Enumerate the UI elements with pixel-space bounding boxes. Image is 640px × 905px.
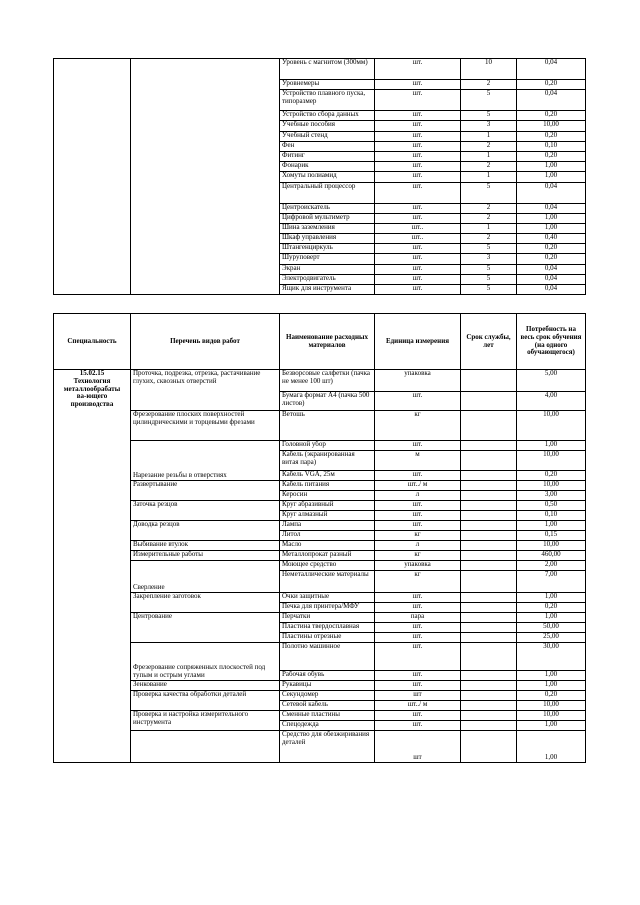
material-unit: шт../ м xyxy=(375,481,461,491)
equipment-name: Штангенциркуль xyxy=(280,244,375,254)
equipment-unit: шт. xyxy=(375,203,461,213)
equipment-qty: 2 xyxy=(461,141,517,151)
material-name: Ветошь xyxy=(280,411,375,441)
equipment-unit: шт. xyxy=(375,151,461,161)
material-name: Очки защитные xyxy=(280,593,375,603)
material-unit: шт. xyxy=(375,593,461,603)
material-term xyxy=(461,451,517,471)
material-need: 10,00 xyxy=(517,451,586,471)
material-unit: пара xyxy=(375,613,461,623)
material-term xyxy=(461,531,517,541)
equipment-qty: 1 xyxy=(461,151,517,161)
equipment-value: 0,04 xyxy=(517,285,586,295)
material-unit: шт. xyxy=(375,603,461,613)
material-unit: шт. xyxy=(375,501,461,511)
specialty-cell xyxy=(54,370,131,763)
material-row xyxy=(54,501,586,511)
equipment-qty: 1 xyxy=(461,223,517,233)
material-term xyxy=(461,643,517,671)
material-need: 0,50 xyxy=(517,501,586,511)
materials-table-body xyxy=(54,370,586,763)
material-term xyxy=(461,691,517,701)
equipment-qty: 2 xyxy=(461,203,517,213)
material-term xyxy=(461,613,517,623)
work-cell: Центрование xyxy=(131,613,280,643)
equipment-unit: шт. xyxy=(375,90,461,111)
equipment-name: Ящик для инструмента xyxy=(280,285,375,295)
material-term xyxy=(461,491,517,501)
material-need: 10,00 xyxy=(517,411,586,441)
work-cell: Заточка резцов xyxy=(131,501,280,521)
material-need: 3,00 xyxy=(517,491,586,501)
equipment-value: 0,04 xyxy=(517,203,586,213)
material-term xyxy=(461,481,517,491)
work-cell: Проверка и настройка измерительного инструмента xyxy=(131,711,280,731)
equipment-value: 0,04 xyxy=(517,274,586,284)
equipment-value: 0,20 xyxy=(517,111,586,121)
material-name: Бумага формат А4 (пачка 500 листов) xyxy=(280,392,375,411)
material-term xyxy=(461,551,517,561)
equipment-name: Цифровой мультиметр xyxy=(280,213,375,223)
equipment-qty: 5 xyxy=(461,182,517,203)
material-name: Печка для принтера/МФУ xyxy=(280,603,375,613)
material-row xyxy=(54,441,586,451)
material-row xyxy=(54,481,586,491)
material-name: Полотно машинное xyxy=(280,643,375,671)
material-need: 10,00 xyxy=(517,711,586,721)
material-unit: шт. xyxy=(375,511,461,521)
material-term xyxy=(461,392,517,411)
material-name: Спецодежда xyxy=(280,721,375,731)
equipment-unit: шт. xyxy=(375,131,461,141)
equipment-name: Уровень с магнитом (300мм) xyxy=(280,59,375,80)
material-name: Керосин xyxy=(280,491,375,501)
equipment-qty: 10 xyxy=(461,59,517,80)
equipment-value: 1,00 xyxy=(517,162,586,172)
material-need: 1,00 xyxy=(517,671,586,681)
material-need: 0,20 xyxy=(517,603,586,613)
material-unit: шт xyxy=(375,731,461,763)
material-term xyxy=(461,671,517,681)
material-row xyxy=(54,613,586,623)
material-name: Круг абразивный xyxy=(280,501,375,511)
equipment-name: Хомуты полиамид xyxy=(280,172,375,182)
material-unit: шт../ м xyxy=(375,701,461,711)
equipment-name: Шкаф управления xyxy=(280,234,375,244)
specialty-line: металлообрабаты xyxy=(63,384,121,393)
equipment-name: Учебный стенд xyxy=(280,131,375,141)
equipment-qty: 5 xyxy=(461,285,517,295)
material-name: Пластина твердосплавная xyxy=(280,623,375,633)
equipment-unit: шт. xyxy=(375,244,461,254)
header-row xyxy=(54,314,586,370)
material-name: Средство для обезжиривания деталей xyxy=(280,731,375,763)
material-unit: упаковка xyxy=(375,561,461,571)
equipment-unit: шт. xyxy=(375,254,461,264)
material-name: Кабель VGA, 25м xyxy=(280,471,375,481)
specialty-line: производства xyxy=(70,400,114,409)
equipment-value: 0,20 xyxy=(517,151,586,161)
material-row xyxy=(54,551,586,561)
equipment-value: 0,20 xyxy=(517,131,586,141)
material-need: 5,00 xyxy=(517,370,586,392)
material-term xyxy=(461,471,517,481)
equipment-name: Фонарик xyxy=(280,162,375,172)
equipment-unit: шт. xyxy=(375,80,461,90)
material-row xyxy=(54,731,586,763)
material-unit: шт. xyxy=(375,471,461,481)
equipment-unit: шт.. xyxy=(375,223,461,233)
specialty-line: Технология xyxy=(73,376,111,385)
material-unit: л xyxy=(375,541,461,551)
equipment-unit: шт. xyxy=(375,274,461,284)
material-name: Безворсовые салфетки (пачка не менее 100 шт) xyxy=(280,370,375,392)
material-need: 1,00 xyxy=(517,681,586,691)
equipment-qty: 5 xyxy=(461,111,517,121)
material-need: 7,00 xyxy=(517,571,586,593)
equipment-qty: 1 xyxy=(461,172,517,182)
equipment-unit: шт. xyxy=(375,285,461,295)
equipment-row xyxy=(54,59,586,80)
equipment-unit: шт. xyxy=(375,111,461,121)
material-unit: шт. xyxy=(375,633,461,643)
material-term xyxy=(461,521,517,531)
material-unit: л xyxy=(375,491,461,501)
material-row xyxy=(54,411,586,441)
material-need: 1,00 xyxy=(517,613,586,623)
material-need: 0,10 xyxy=(517,511,586,521)
material-need: 30,00 xyxy=(517,643,586,671)
header-specialty: Специальность xyxy=(54,314,131,370)
equipment-value: 0,20 xyxy=(517,244,586,254)
material-name: Сетевой кабель xyxy=(280,701,375,711)
material-unit: шт. xyxy=(375,643,461,671)
work-cell xyxy=(131,731,280,763)
equipment-name: Центроискатель xyxy=(280,203,375,213)
material-term xyxy=(461,593,517,603)
material-need: 1,00 xyxy=(517,593,586,603)
material-term xyxy=(461,370,517,392)
equipment-value: 0,04 xyxy=(517,182,586,203)
equipment-name: Шуруповерт xyxy=(280,254,375,264)
material-term xyxy=(461,511,517,521)
equipment-value: 0,04 xyxy=(517,90,586,111)
material-row xyxy=(54,691,586,701)
material-unit: шт. xyxy=(375,441,461,451)
material-need: 2,00 xyxy=(517,561,586,571)
material-unit: шт. xyxy=(375,623,461,633)
material-row xyxy=(54,643,586,671)
material-need: 460,00 xyxy=(517,551,586,561)
material-unit: кг xyxy=(375,411,461,441)
material-term xyxy=(461,731,517,763)
material-need: 50,00 xyxy=(517,623,586,633)
material-term xyxy=(461,571,517,593)
material-term xyxy=(461,561,517,571)
header-term: Срок службы, лет xyxy=(461,314,517,370)
material-term xyxy=(461,711,517,721)
equipment-qty: 5 xyxy=(461,264,517,274)
material-name: Литол xyxy=(280,531,375,541)
header-unit: Единица измерения xyxy=(375,314,461,370)
equipment-value: 0,20 xyxy=(517,80,586,90)
equipment-name: Фен xyxy=(280,141,375,151)
material-term xyxy=(461,603,517,613)
material-row xyxy=(54,541,586,551)
material-need: 0,20 xyxy=(517,691,586,701)
equipment-unit: шт.. xyxy=(375,234,461,244)
material-name: Головной убор xyxy=(280,441,375,451)
material-unit: шт xyxy=(375,691,461,701)
material-name: Пластины отрезные xyxy=(280,633,375,643)
header-need: Потребность на весь срок обучения (на одного обучающегося) xyxy=(517,314,586,370)
equipment-name: Экран xyxy=(280,264,375,274)
material-unit: шт. xyxy=(375,671,461,681)
material-row xyxy=(54,593,586,603)
equipment-unit: шт. xyxy=(375,182,461,203)
equipment-qty: 1 xyxy=(461,131,517,141)
material-term xyxy=(461,701,517,711)
equipment-qty: 5 xyxy=(461,244,517,254)
continuation-specialty-cell xyxy=(54,59,131,295)
material-need: 25,00 xyxy=(517,633,586,643)
material-name: Моющее средство xyxy=(280,561,375,571)
equipment-qty: 2 xyxy=(461,162,517,172)
equipment-value: 0,04 xyxy=(517,264,586,274)
work-cell: Доводка резцов xyxy=(131,521,280,541)
material-term xyxy=(461,411,517,441)
equipment-qty: 2 xyxy=(461,80,517,90)
equipment-unit: шт. xyxy=(375,213,461,223)
header-works: Перечень видов работ xyxy=(131,314,280,370)
material-name: Кабель (экранированная витая пара) xyxy=(280,451,375,471)
material-name: Сменные пластины xyxy=(280,711,375,721)
equipment-unit: шт. xyxy=(375,162,461,172)
equipment-name: Фитинг xyxy=(280,151,375,161)
equipment-value: 0,20 xyxy=(517,254,586,264)
material-unit: кг xyxy=(375,551,461,561)
materials-table xyxy=(53,313,586,763)
continuation-works-cell xyxy=(131,59,280,295)
material-unit: шт. xyxy=(375,721,461,731)
work-cell: Измерительные работы xyxy=(131,551,280,561)
material-need: 4,00 xyxy=(517,392,586,411)
material-term xyxy=(461,721,517,731)
material-need: 1,00 xyxy=(517,721,586,731)
work-cell: Нарезание резьбы в отверстиях xyxy=(131,441,280,481)
equipment-qty: 2 xyxy=(461,234,517,244)
material-unit: кг xyxy=(375,531,461,541)
material-name: Круг алмазный xyxy=(280,511,375,521)
work-cell: Сверление xyxy=(131,561,280,593)
material-need: 10,00 xyxy=(517,541,586,551)
material-name: Неметаллические материалы xyxy=(280,571,375,593)
work-cell: Проверка качества обработки деталей xyxy=(131,691,280,711)
material-name: Рукавицы xyxy=(280,681,375,691)
material-need: 0,15 xyxy=(517,531,586,541)
material-term xyxy=(461,633,517,643)
material-name: Рабочая обувь xyxy=(280,671,375,681)
equipment-unit: шт. xyxy=(375,121,461,131)
equipment-name: Устройство сбора данных xyxy=(280,111,375,121)
work-cell: Фрезерование сопряженных плоскостей под тупым и острым углами xyxy=(131,643,280,681)
material-unit: кг xyxy=(375,571,461,593)
material-row xyxy=(54,681,586,691)
equipment-name: Уровнемеры xyxy=(280,80,375,90)
material-name: Металлопрокат разный xyxy=(280,551,375,561)
material-term xyxy=(461,501,517,511)
material-need: 10,00 xyxy=(517,481,586,491)
material-unit: шт. xyxy=(375,521,461,531)
equipment-qty: 3 xyxy=(461,121,517,131)
equipment-name: Учебные пособия xyxy=(280,121,375,131)
material-term xyxy=(461,681,517,691)
material-row xyxy=(54,370,586,392)
equipment-value: 10,00 xyxy=(517,121,586,131)
work-cell: Закрепление заготовок xyxy=(131,593,280,613)
material-name: Кабель питания xyxy=(280,481,375,491)
equipment-value: 0,10 xyxy=(517,141,586,151)
material-unit: шт. xyxy=(375,681,461,691)
equipment-unit: шт. xyxy=(375,141,461,151)
material-row xyxy=(54,711,586,721)
equipment-qty: 2 xyxy=(461,213,517,223)
material-unit: шт. xyxy=(375,711,461,721)
equipment-qty: 5 xyxy=(461,90,517,111)
work-cell: Фрезерование плоских поверхностей цилиндрическими и торцевыми фрезами xyxy=(131,411,280,441)
material-row xyxy=(54,561,586,571)
material-need: 0,20 xyxy=(517,471,586,481)
material-need: 1,00 xyxy=(517,521,586,531)
equipment-value: 0,40 xyxy=(517,234,586,244)
equipment-unit: шт. xyxy=(375,172,461,182)
specialty-line: ва-ющего xyxy=(76,392,108,401)
material-need: 10,00 xyxy=(517,701,586,711)
material-need: 1,00 xyxy=(517,731,586,763)
specialty-line: 15.02.15 xyxy=(79,369,105,377)
equipment-value: 1,00 xyxy=(517,172,586,182)
material-term xyxy=(461,441,517,451)
material-name: Лампа xyxy=(280,521,375,531)
equipment-value: 1,00 xyxy=(517,223,586,233)
material-unit: м xyxy=(375,451,461,471)
equipment-name: Устройство плавного пуска, типоразмер xyxy=(280,90,375,111)
equipment-qty: 3 xyxy=(461,254,517,264)
equipment-name: Шина заземления xyxy=(280,223,375,233)
header-materials: Наименование расходных материалов xyxy=(280,314,375,370)
material-unit: шт. xyxy=(375,392,461,411)
material-need: 1,00 xyxy=(517,441,586,451)
material-term xyxy=(461,541,517,551)
equipment-qty: 5 xyxy=(461,274,517,284)
work-cell: Выбивание втулок xyxy=(131,541,280,551)
material-name: Перчатки xyxy=(280,613,375,623)
material-row xyxy=(54,521,586,531)
equipment-value: 1,00 xyxy=(517,213,586,223)
work-cell: Развертывание xyxy=(131,481,280,501)
material-name: Масло xyxy=(280,541,375,551)
work-cell: Зенкование xyxy=(131,681,280,691)
material-unit: упаковка xyxy=(375,370,461,392)
material-name: Секундомер xyxy=(280,691,375,701)
work-cell: Проточка, подрезка, отрезка, растачивание глухих, сквозных отверстий xyxy=(131,370,280,411)
equipment-name: Центральный процессор xyxy=(280,182,375,203)
equipment-value: 0,04 xyxy=(517,59,586,80)
equipment-unit: шт. xyxy=(375,59,461,80)
equipment-table xyxy=(53,58,586,295)
material-term xyxy=(461,623,517,633)
equipment-name: Электродвигатель xyxy=(280,274,375,284)
equipment-table-body xyxy=(54,59,586,295)
equipment-unit: шт. xyxy=(375,264,461,274)
